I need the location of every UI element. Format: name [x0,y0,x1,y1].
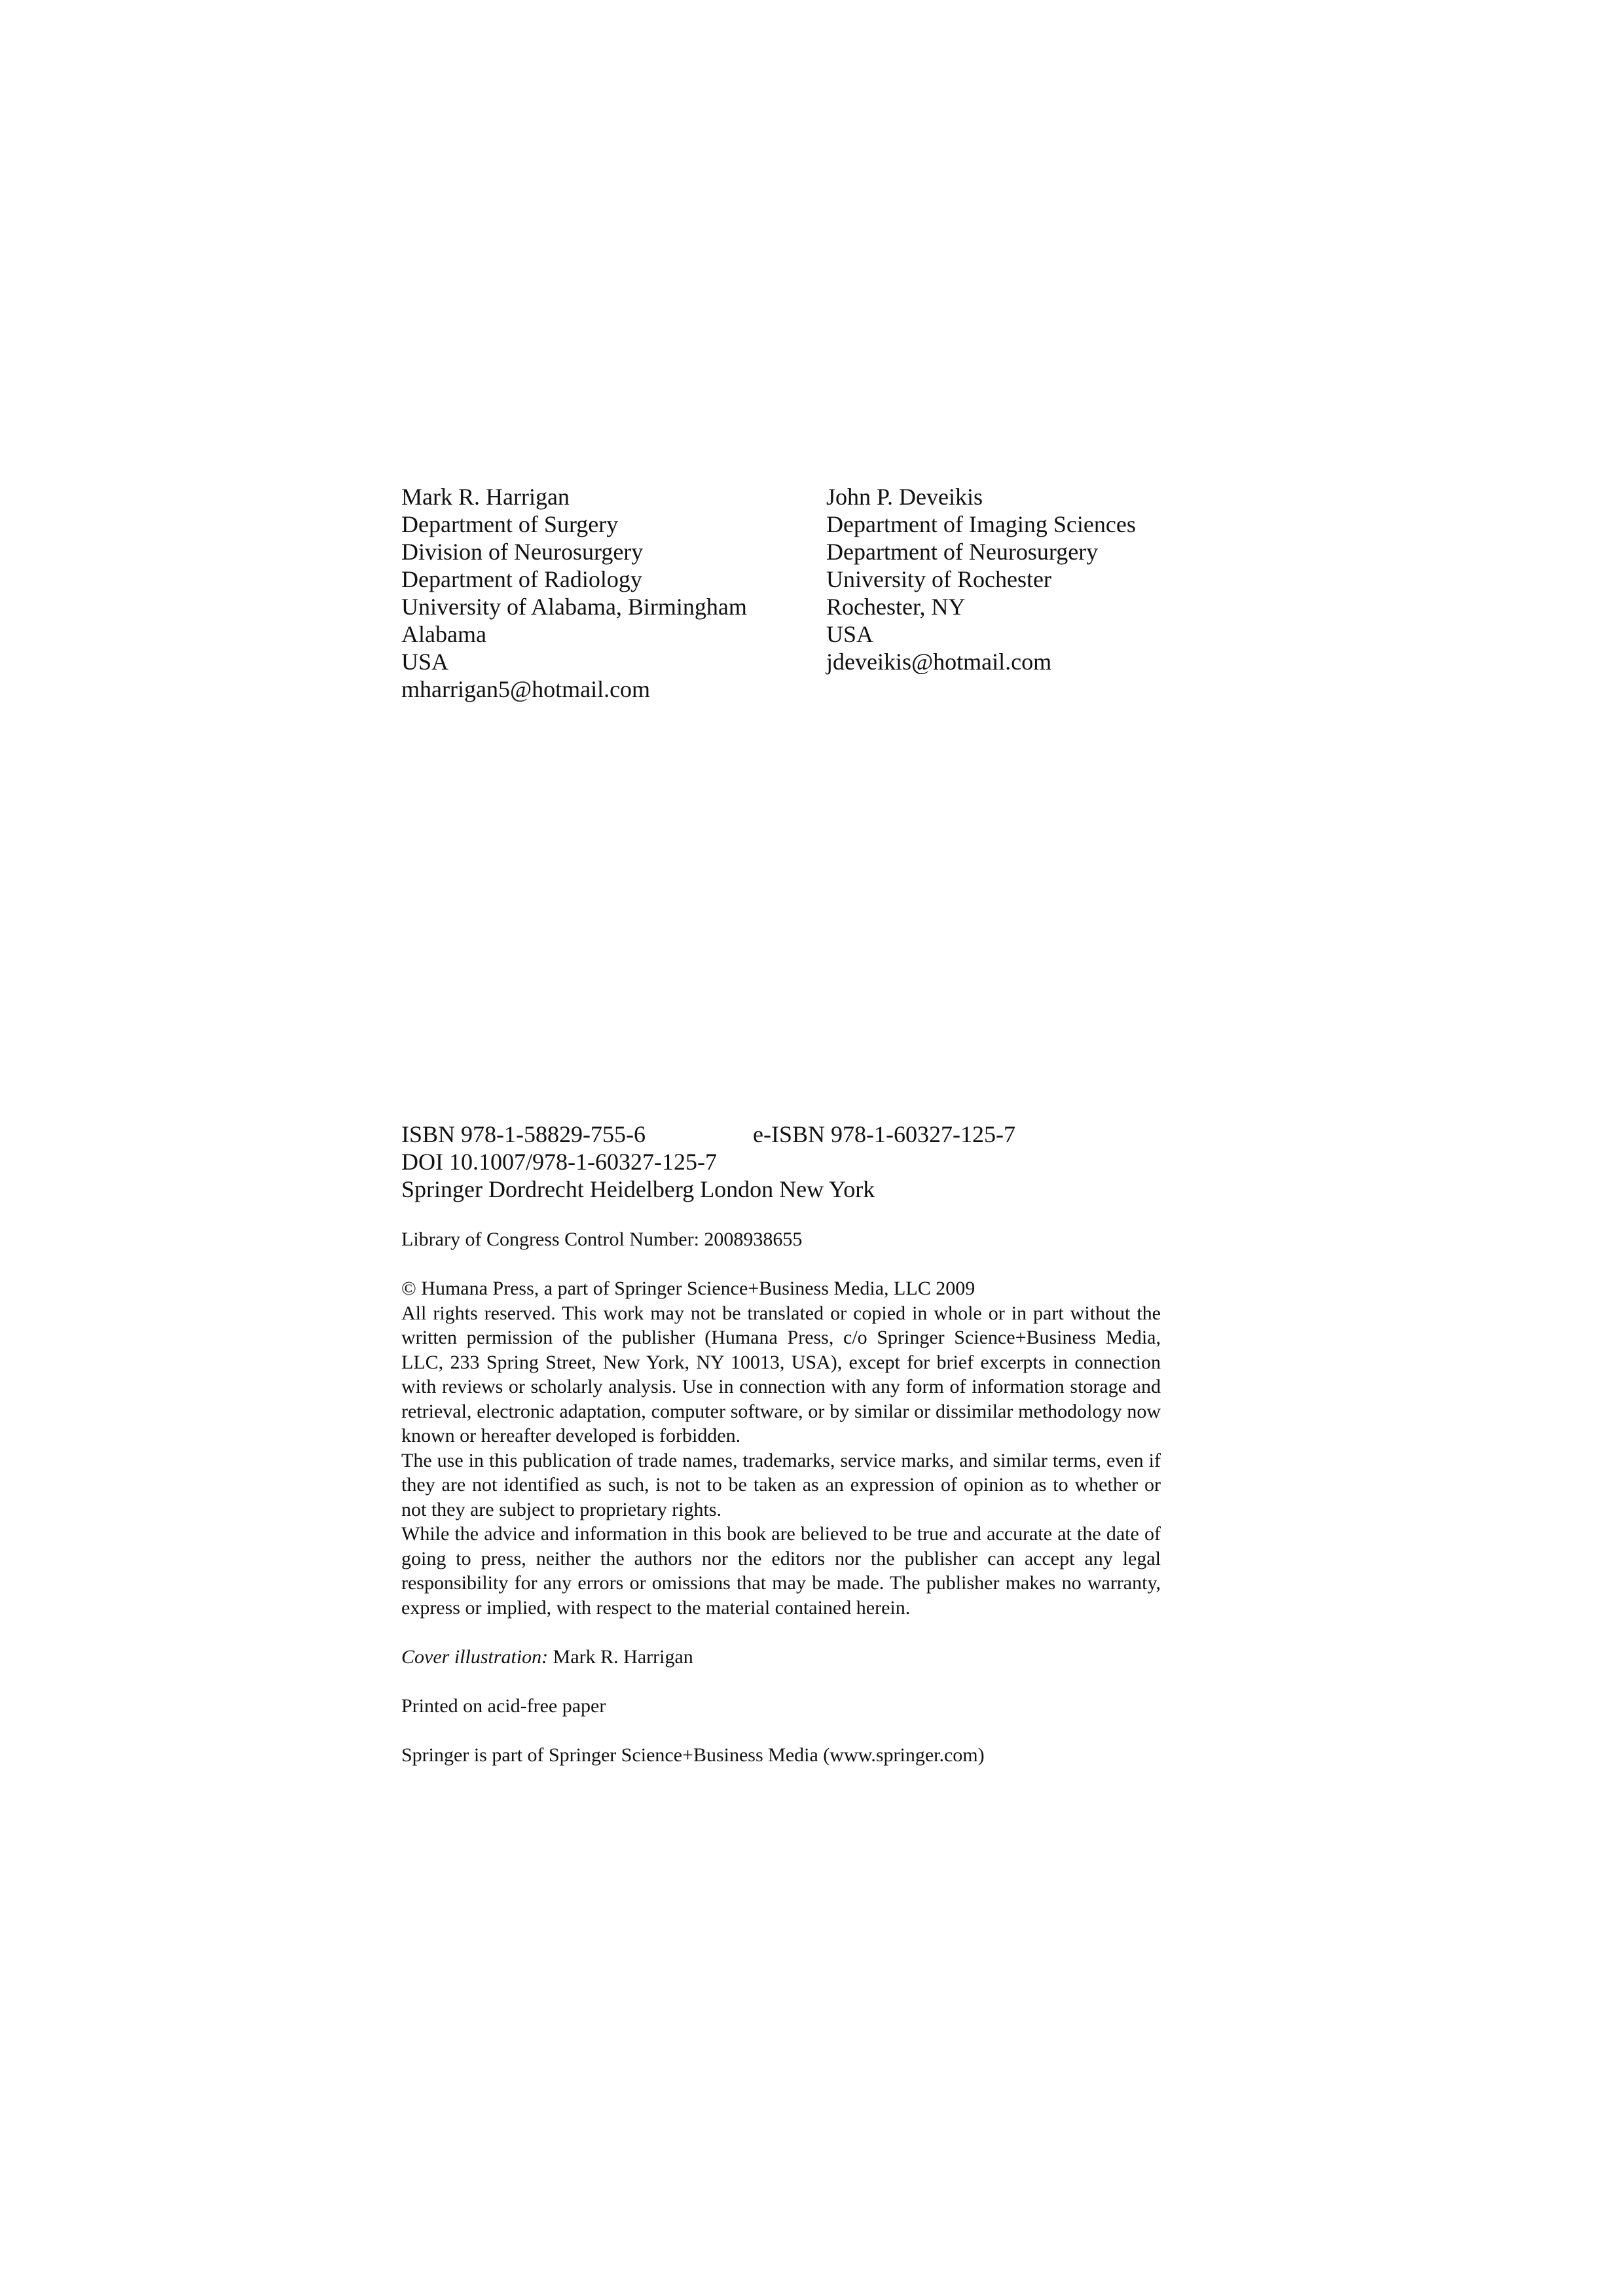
rights-paragraph: All rights reserved. This work may not be translated or copied in whole or in part without the written permission of the publisher (Humana Press, c/o Springer Science+Business Media, LLC, 233 Spring Street, New York, NY 10013, USA), except for brief excerpts in connection with reviews or scholarly analysis. Use in connection with any form of information storage and retrieval, electronic adaptation, computer software, or by similar or dissimilar methodology now known or hereafter developed is forbidden. [401,1302,1161,1446]
author-email: jdeveikis@hotmail.com [826,649,1052,675]
rights-notice [401,1276,1161,1620]
author-affiliation-line: Department of Neurosurgery [826,539,1099,565]
isbn-row [401,1121,1161,1148]
author-affiliation-line: Department of Radiology [401,566,642,592]
e-isbn: e-ISBN 978-1-60327-125-7 [753,1121,1015,1147]
publisher-locations: Springer Dordrecht Heidelberg London New York [401,1176,875,1202]
publication-identifiers [401,1121,1161,1203]
author-name: Mark R. Harrigan [401,484,570,510]
author-affiliation-line: USA [826,621,874,647]
library-of-congress-number: Library of Congress Control Number: 2008938655 [401,1229,803,1250]
author-affiliation-line: University of Alabama, Birmingham [401,594,747,620]
author-affiliation-line: Division of Neurosurgery [401,539,644,565]
cover-label: Cover illustration: [401,1646,549,1668]
author-block-deveikis [826,483,1136,675]
author-name: John P. Deveikis [826,484,983,510]
isbn: ISBN 978-1-58829-755-6 [401,1121,646,1147]
author-affiliation-line: Rochester, NY [826,594,966,620]
author-block-harrigan [401,483,747,703]
doi: DOI 10.1007/978-1-60327-125-7 [401,1149,717,1175]
cover-artist: Mark R. Harrigan [553,1646,693,1668]
author-affiliation-line: University of Rochester [826,566,1051,592]
author-affiliation-line: Department of Surgery [401,511,619,537]
disclaimer-paragraph: While the advice and information in this book are believed to be true and accurate at the date of going to press, neither the authors nor the editors nor the publisher can accept any legal responsibility for any errors or omissions that may be made. The publisher makes no warranty, express or implied, with respect to the material contained herein. [401,1523,1161,1619]
cover-credit [401,1645,1161,1670]
author-affiliation-line: USA [401,649,449,675]
author-affiliation-line: Alabama [401,621,486,647]
springer-note: Springer is part of Springer Science+Business Media (www.springer.com) [401,1744,985,1766]
author-email: mharrigan5@hotmail.com [401,676,651,702]
author-affiliation-line: Department of Imaging Sciences [826,511,1136,537]
trademark-paragraph: The use in this publication of trade names, trademarks, service marks, and similar terms, even if they are not identified as such, is not to be taken as an expression of opinion as to whether or not they are subject to proprietary rights. [401,1449,1161,1520]
paper-note: Printed on acid-free paper [401,1695,606,1717]
copyright-line: © Humana Press, a part of Springer Science+Business Media, LLC 2009 [401,1278,976,1299]
